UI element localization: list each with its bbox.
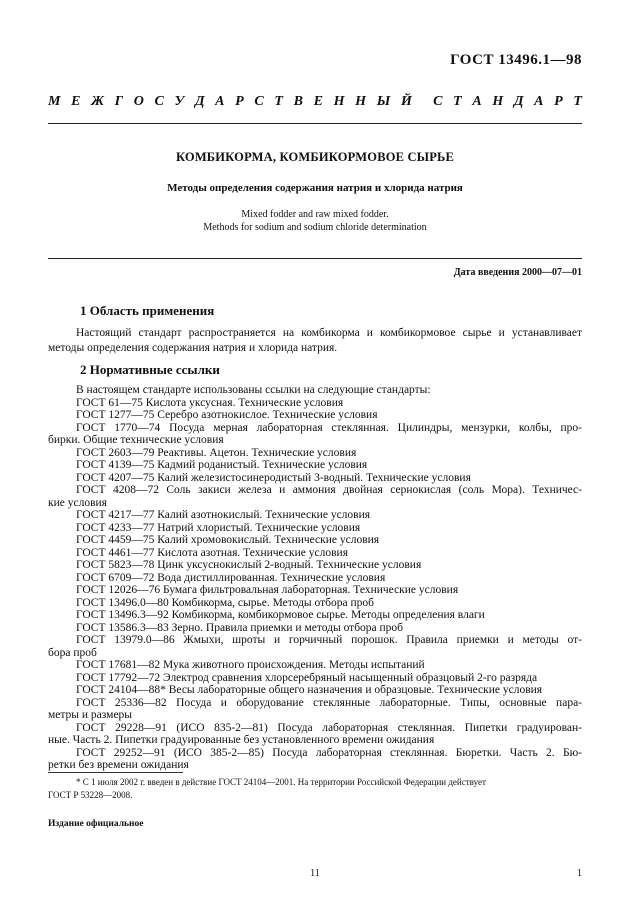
banner-letter: Е bbox=[313, 94, 323, 109]
edition-label: Издание официальное bbox=[48, 819, 144, 829]
header-divider bbox=[48, 123, 582, 124]
banner-letter: С bbox=[154, 94, 164, 109]
section-1-paragraph: Настоящий стандарт распространяется на комбикорма и комбикормовое сырье и устанавливает методы определения содержания натрия и хлорида натрия. bbox=[48, 327, 582, 354]
banner-letter: В bbox=[293, 94, 303, 109]
banner-letter: Г bbox=[114, 94, 124, 109]
banner-letter: А bbox=[534, 94, 544, 109]
reference-line: метры и размеры bbox=[48, 709, 133, 721]
banner-letter: Н bbox=[492, 94, 504, 109]
banner-letter: М bbox=[48, 94, 61, 109]
reference-line: ГОСТ 24104—88* Весы лабораторные общего назначения и образцовые. Технические условия bbox=[76, 684, 543, 696]
banner-letter: Ы bbox=[376, 94, 391, 109]
banner-letter: Т bbox=[573, 94, 582, 109]
document-title: КОМБИКОРМА, КОМБИКОРМОВОЕ СЫРЬЕ bbox=[175, 150, 455, 164]
english-title-line-2: Methods for sodium and sodium chloride determination bbox=[203, 222, 427, 233]
reference-line: бора проб bbox=[48, 646, 97, 659]
reference-line: ГОСТ 4208—72 Соль закиси железа и аммония двойная сернокислая (соль Мора). Техничес- bbox=[76, 484, 582, 496]
reference-line: ГОСТ 4461—77 Кислота азотная. Технические условия bbox=[76, 546, 348, 559]
banner-letter: У bbox=[174, 94, 185, 109]
section-1-text bbox=[48, 326, 582, 355]
banner-letter: А bbox=[215, 94, 225, 109]
banner-letter: А bbox=[472, 94, 482, 109]
document-id: ГОСТ 13496.1—98 bbox=[450, 52, 582, 68]
reference-line: ГОСТ 17792—72 Электрод сравнения хлорсеребряный насыщенный образцовый 2-го разряда bbox=[76, 671, 538, 684]
english-title bbox=[0, 208, 630, 234]
footnote bbox=[48, 776, 582, 802]
reference-line: ГОСТ 4207—75 Калий железистосинеродистый 3-водный. Технические условия bbox=[76, 471, 471, 484]
banner-letter: Д bbox=[194, 94, 205, 109]
section-1-heading: 1 Область применения bbox=[80, 303, 215, 318]
banner-letter: Р bbox=[554, 94, 563, 109]
reference-line: ГОСТ 13496.0—80 Комбикорма, сырье. Методы отбора проб bbox=[76, 596, 374, 609]
banner-letter: С bbox=[254, 94, 264, 109]
section-2-heading: 2 Нормативные ссылки bbox=[80, 362, 220, 377]
footnote-divider bbox=[48, 772, 183, 773]
reference-line: ГОСТ 13979.0—86 Жмыхи, шроты и горчичный порошок. Правила приемки и методы от- bbox=[76, 634, 582, 646]
reference-line: бирки. Общие технические условия bbox=[48, 434, 224, 446]
reference-line: В настоящем стандарте использованы ссылки на следующие стандарты: bbox=[76, 384, 431, 396]
reference-line: ретки без времени ожидания bbox=[48, 759, 189, 771]
interstate-standard-banner bbox=[48, 94, 582, 110]
banner-letter: Р bbox=[235, 94, 244, 109]
banner-letter: Е bbox=[71, 94, 81, 109]
references-list bbox=[48, 384, 582, 772]
banner-letter: Н bbox=[333, 94, 345, 109]
document-subtitle: Методы определения содержания натрия и хлорида натрия bbox=[167, 182, 463, 194]
reference-line: ГОСТ 29228—91 (ИСО 835-2—81) Посуда лабораторная стеклянная. Пипетки градуирован- bbox=[76, 721, 582, 734]
page-number-right: 1 bbox=[577, 868, 582, 879]
reference-line: ГОСТ 6709—72 Вода дистиллированная. Технические условия bbox=[76, 571, 386, 584]
reference-line: ГОСТ 12026—76 Бумага фильтровальная лабораторная. Технические условия bbox=[76, 584, 459, 596]
banner-letter: С bbox=[433, 94, 443, 109]
footnote-line-2: ГОСТ Р 53228—2008. bbox=[48, 790, 133, 800]
banner-letter: Т bbox=[274, 94, 283, 109]
banner-letter: Н bbox=[355, 94, 367, 109]
reference-line: ГОСТ 13586.3—83 Зерно. Правила приемки и методы отбора проб bbox=[76, 621, 404, 634]
introduction-date: Дата введения 2000—07—01 bbox=[453, 267, 582, 278]
english-title-line-1: Mixed fodder and raw mixed fodder. bbox=[241, 209, 389, 220]
reference-line: ГОСТ 25336—82 Посуда и оборудование стеклянные лабораторные. Типы, основные пара- bbox=[76, 696, 582, 709]
reference-line: ГОСТ 1770—74 Посуда мерная лабораторная стеклянная. Цилиндры, мензурки, колбы, про- bbox=[76, 421, 582, 434]
title-divider bbox=[48, 258, 582, 259]
reference-line: ГОСТ 5823—78 Цинк уксуснокислый 2-водный. Технические условия bbox=[76, 559, 422, 571]
footnote-line-1: * С 1 июля 2002 г. введен в действие ГОСТ 24104—2001. На территории Российской Федерации действует bbox=[76, 777, 486, 787]
reference-line: ГОСТ 1277—75 Серебро азотнокислое. Технические условия bbox=[76, 409, 378, 421]
banner-letter: Д bbox=[513, 94, 524, 109]
reference-line: ГОСТ 4139—75 Кадмий роданистый. Технические условия bbox=[76, 459, 368, 471]
banner-letter: Ж bbox=[91, 94, 104, 109]
reference-line: ГОСТ 4217—77 Калий азотнокислый. Технические условия bbox=[76, 509, 371, 521]
banner-letter: Й bbox=[400, 94, 412, 109]
reference-line: ные. Часть 2. Пипетки градуированные без установленного времени ожидания bbox=[48, 734, 435, 746]
reference-line: ГОСТ 13496.3—92 Комбикорма, комбикормовое сырье. Методы определения влаги bbox=[76, 609, 485, 621]
banner-letter: О bbox=[133, 94, 144, 109]
reference-line: ГОСТ 2603—79 Реактивы. Ацетон. Технические условия bbox=[76, 446, 357, 459]
reference-line: ГОСТ 17681—82 Мука животного происхождения. Методы испытаний bbox=[76, 659, 425, 671]
reference-line: ГОСТ 4459—75 Калий хромовокислый. Технические условия bbox=[76, 534, 380, 546]
reference-line: ГОСТ 61—75 Кислота уксусная. Технические условия bbox=[76, 396, 344, 409]
reference-line: ГОСТ 29252—91 (ИСО 385-2—85) Посуда лабораторная стеклянная. Бюретки. Часть 2. Бю- bbox=[76, 746, 582, 759]
page-number-center: 11 bbox=[310, 868, 320, 879]
reference-line: ГОСТ 4233—77 Натрий хлористый. Технические условия bbox=[76, 521, 361, 534]
banner-letter: Т bbox=[453, 94, 462, 109]
reference-line: кие условия bbox=[48, 496, 107, 509]
